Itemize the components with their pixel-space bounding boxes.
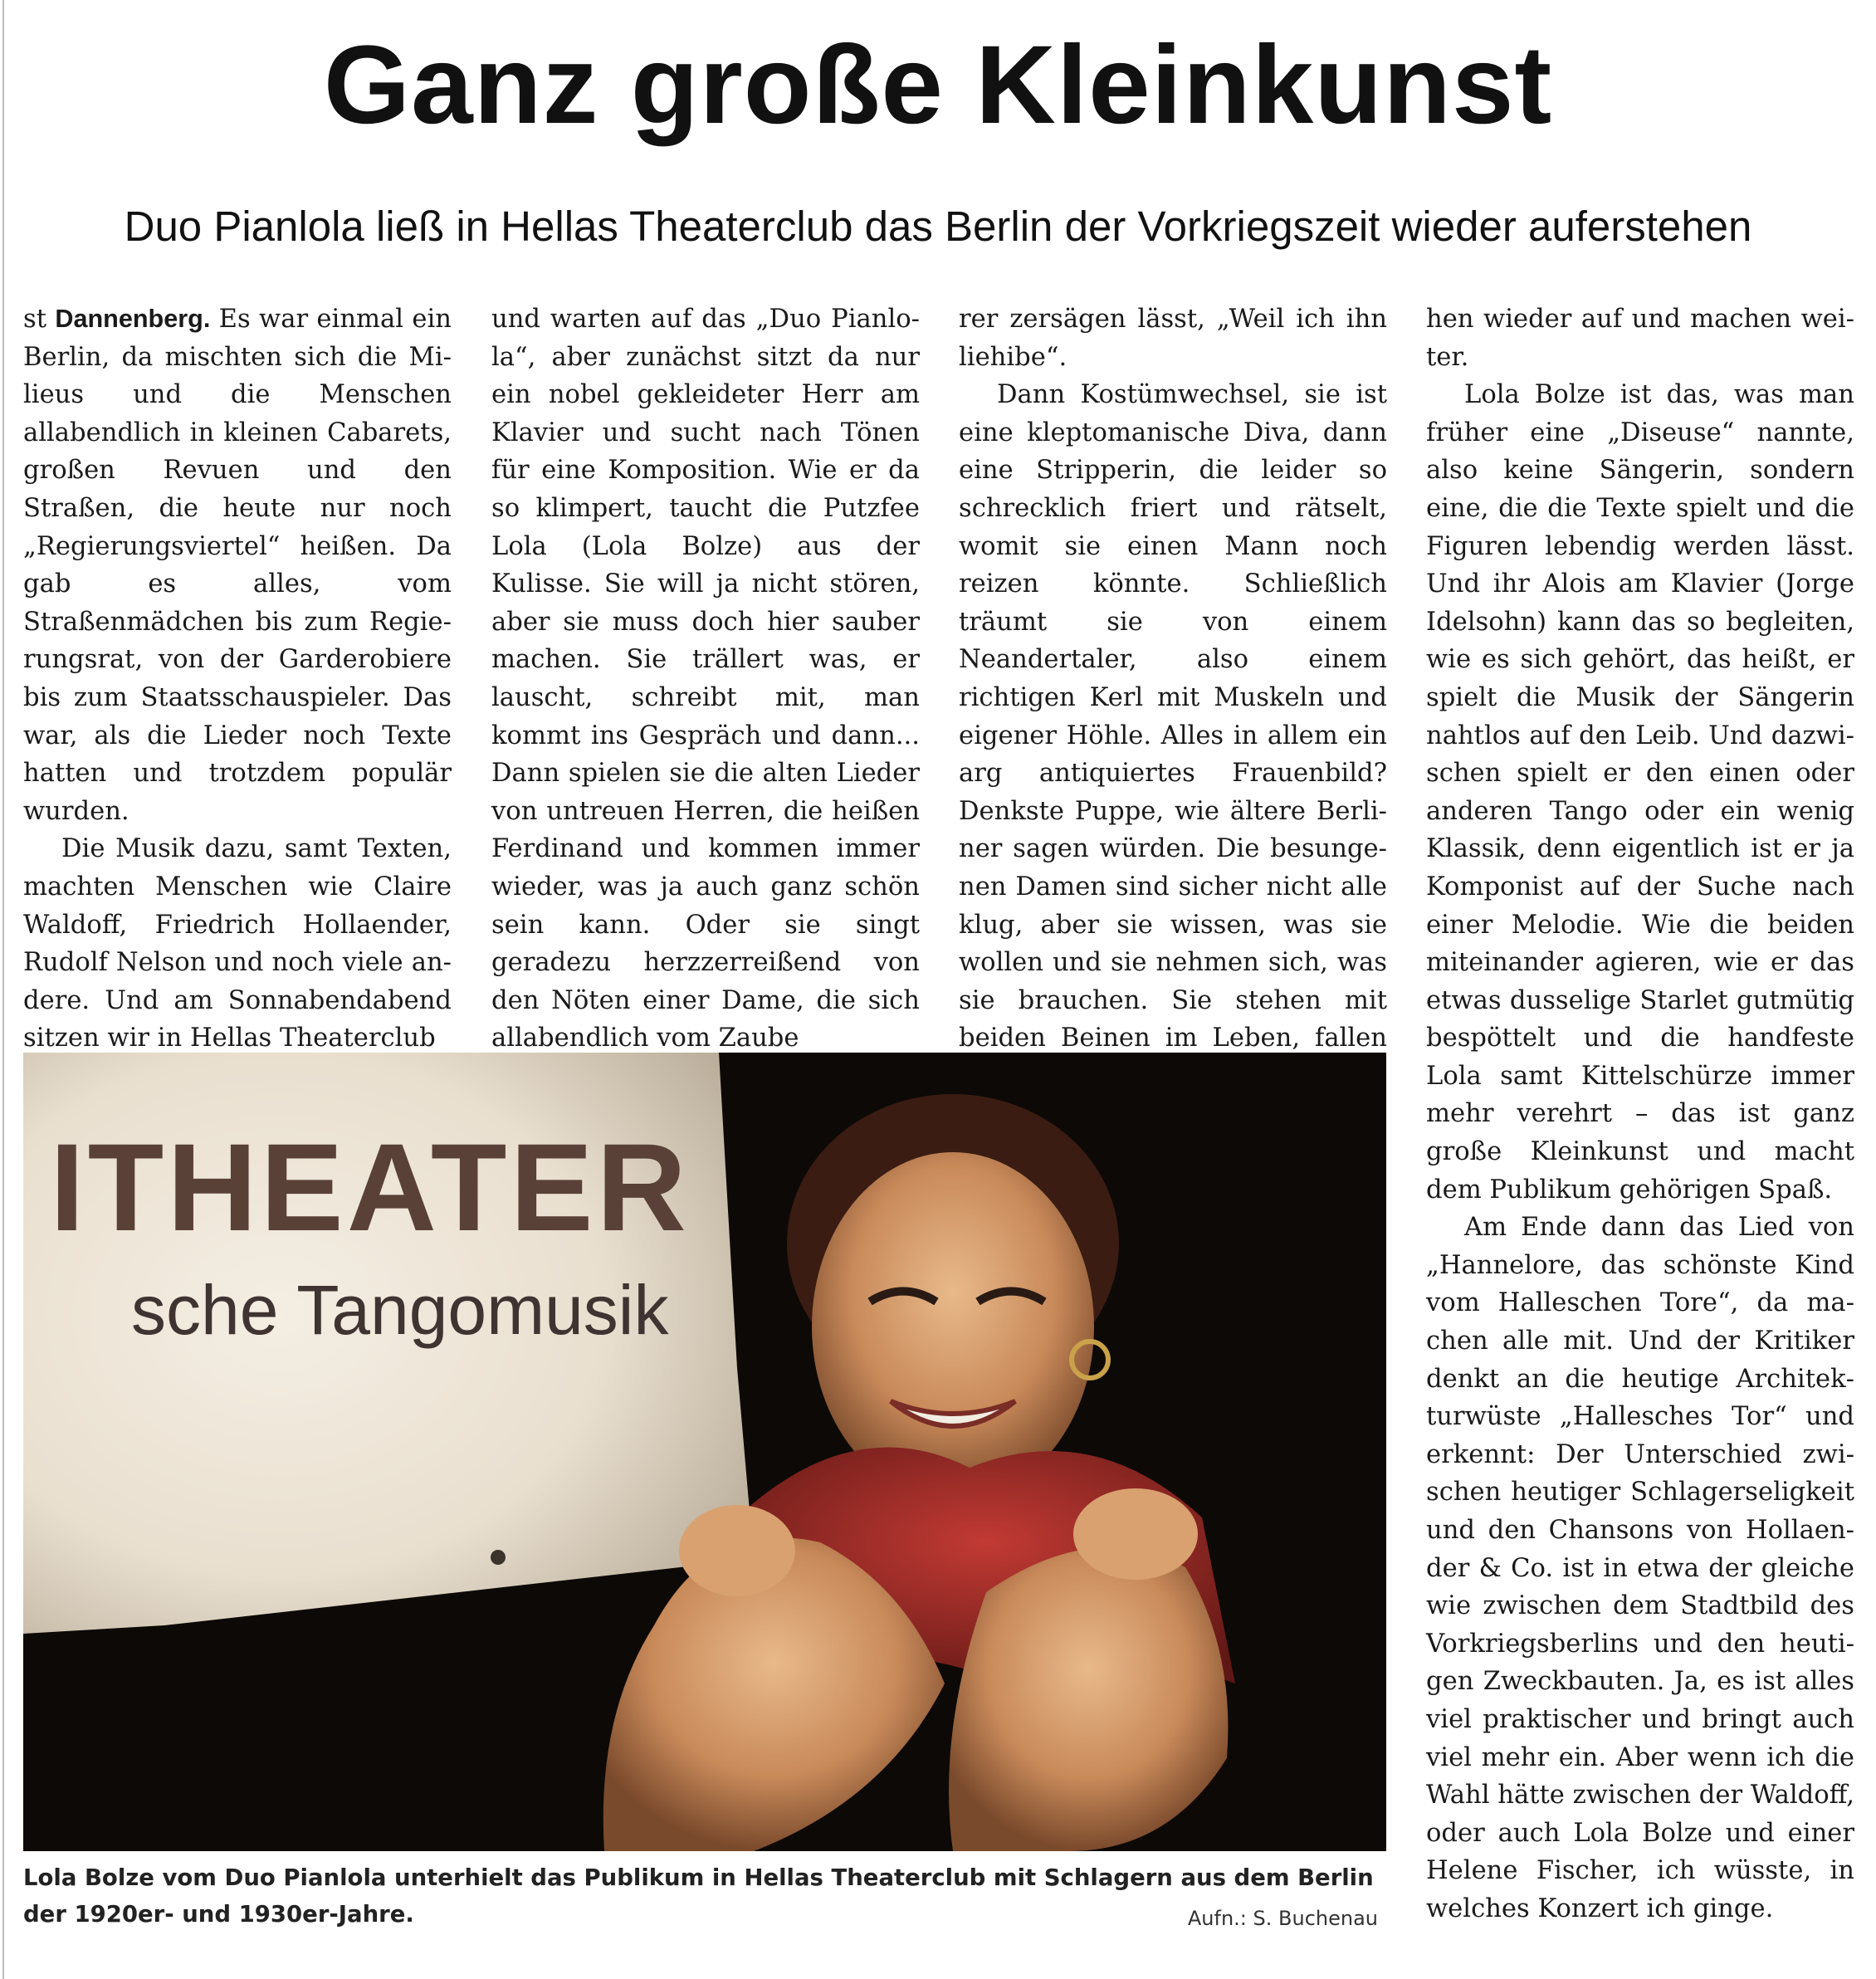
headline: Ganz große Kleinkunst — [323, 23, 1553, 147]
article-column-3 — [959, 301, 1387, 1095]
article-column-1 — [23, 301, 452, 1058]
paragraph-intro — [23, 301, 452, 830]
paragraph-text: Es war einmal ein Berlin, da mischten sich die Milieus und die Menschen allabendlich in kleinen Cabarets, großen Revuen und den Straßen, die heute nur noch „Regierungsviertel“ heißen. Da gab es alles, vom Straßenmädchen bis zum Regierungsrat, von der Garderobiere bis zum Staatsschauspieler. Das war, als die Lieder noch Texte hatten und trotzdem populär wurden. — [23, 305, 452, 826]
left-column-rule — [2, 0, 4, 1979]
dateline-place: Dannenberg. — [55, 305, 211, 333]
paragraph: Am Ende dann das Lied von „Hannelore, das schönste Kind vom Halleschen Tore“, da machen alle mit. Und der Kritiker denkt an die heutige Architekturwüste „Hallesches Tor“ und erkennt: Der Unterschied zwischen heutiger Schlagerseligkeit und den Chansons von Hollaender & Co. ist in etwa der gleiche wie zwischen dem Stadtbild des Vorkriegsberlins und den heutigen Zweckbauten. Ja, es ist alles viel praktischer und bringt auch viel mehr ein. Aber wenn ich die Wahl hätte zwischen der Waldoff, oder auch Lola Bolze und einer Helene Fischer, ich wüsste, in welches Konzert ich ginge. — [1426, 1213, 1854, 1923]
paragraph: Dann Kostümwechsel, sie ist eine kleptomanische Diva, dann eine Stripperin, die leider so schrecklich friert und rätselt, womit sie einen Mann noch reizen könnte. Schließlich träumt sie von einem Neandertaler, also einem richtigen Kerl mit Muskeln und eigener Höhle. Alles in allem ein arg antiquiertes Frauenbild? Denkste Puppe, wie ältere Berliner sagen würden. Die besungenen Damen sind sicher nicht alle klug, aber sie wissen, was sie wollen und sie nehmen sich, was sie brauchen. Sie stehen mit beiden Beinen im Leben, fallen — [959, 380, 1387, 1053]
article-column-2 — [491, 301, 920, 1058]
paragraph: und warten auf das „Duo Pianlola“, aber zunächst sitzt da nur ein nobel gekleideter Herr am Klavier und sucht nach Tönen für eine Komposition. Wie er da so klimpert, taucht die Putzfee Lola (Lola Bolze) aus der Kulisse. Sie will ja nicht stören, aber sie muss doch hier sauber machen. Sie trällert was, er lauscht, schreibt mit, man kommt ins Gespräch und dann... Dann spielen sie die alten Lieder von untreuen Herren, die heißen Ferdinand und kommen immer wieder, was ja auch ganz schön sein kann. Oder sie singt geradezu herzzerreißend von den Nöten einer Dame, die sich allabendlich vom Zaube — [491, 305, 920, 1053]
paragraph: hen wieder auf und machen weiter. — [1426, 305, 1854, 372]
photo-credit: Aufn.: S. Buchenau — [1187, 1907, 1378, 1930]
banner-text-small: sche Tangomusik — [131, 1271, 669, 1349]
paragraph: rer zersägen lässt, „Weil ich ihn liehibe“. — [959, 305, 1387, 372]
article-column-4 — [1426, 301, 1854, 1928]
paragraph: Die Musik dazu, samt Texten, machten Menschen wie Claire Waldoff, Friedrich Hollaender, Rudolf Nelson und noch viele andere. Und am Sonnabendabend sitzen wir in Hellas Theaterclub — [23, 834, 452, 1053]
banner-text-large: ITHEATER — [50, 1117, 690, 1257]
subhead: Duo Pianlola ließ in Hellas Theaterclub das Berlin der Vorkriegszeit wieder auferstehen — [124, 203, 1752, 250]
photo-caption: Lola Bolze vom Duo Pianlola unterhielt das Publikum in Hellas Theaterclub mit Schlagern aus dem Berlin der 1920er- und 1930er-Jahre. — [23, 1864, 1374, 1928]
paragraph: Lola Bolze ist das, was man früher eine „Diseuse“ nannte, also keine Sängerin, sondern eine, die die Texte spielt und die Figuren lebendig werden lässt. Und ihr Alois am Klavier (Jorge Idelsohn) kann das so begleiten, wie es sich gehört, das heißt, er spielt die Musik der Sängerin nahtlos auf den Leib. Und dazwischen spielt er den einen oder anderen Tango oder ein wenig Klassik, denn eigentlich ist er ja Komponist auf der Suche nach einer Melodie. Wie die beiden miteinander agieren, wie er das etwas dusselige Starlet gutmütig bespöttelt und die handfeste Lola samt Kittelschürze immer mehr verehrt – das ist ganz große Kleinkunst und macht dem Publikum gehörigen Spaß. — [1426, 380, 1854, 1205]
dateline-prefix: st — [23, 305, 46, 334]
